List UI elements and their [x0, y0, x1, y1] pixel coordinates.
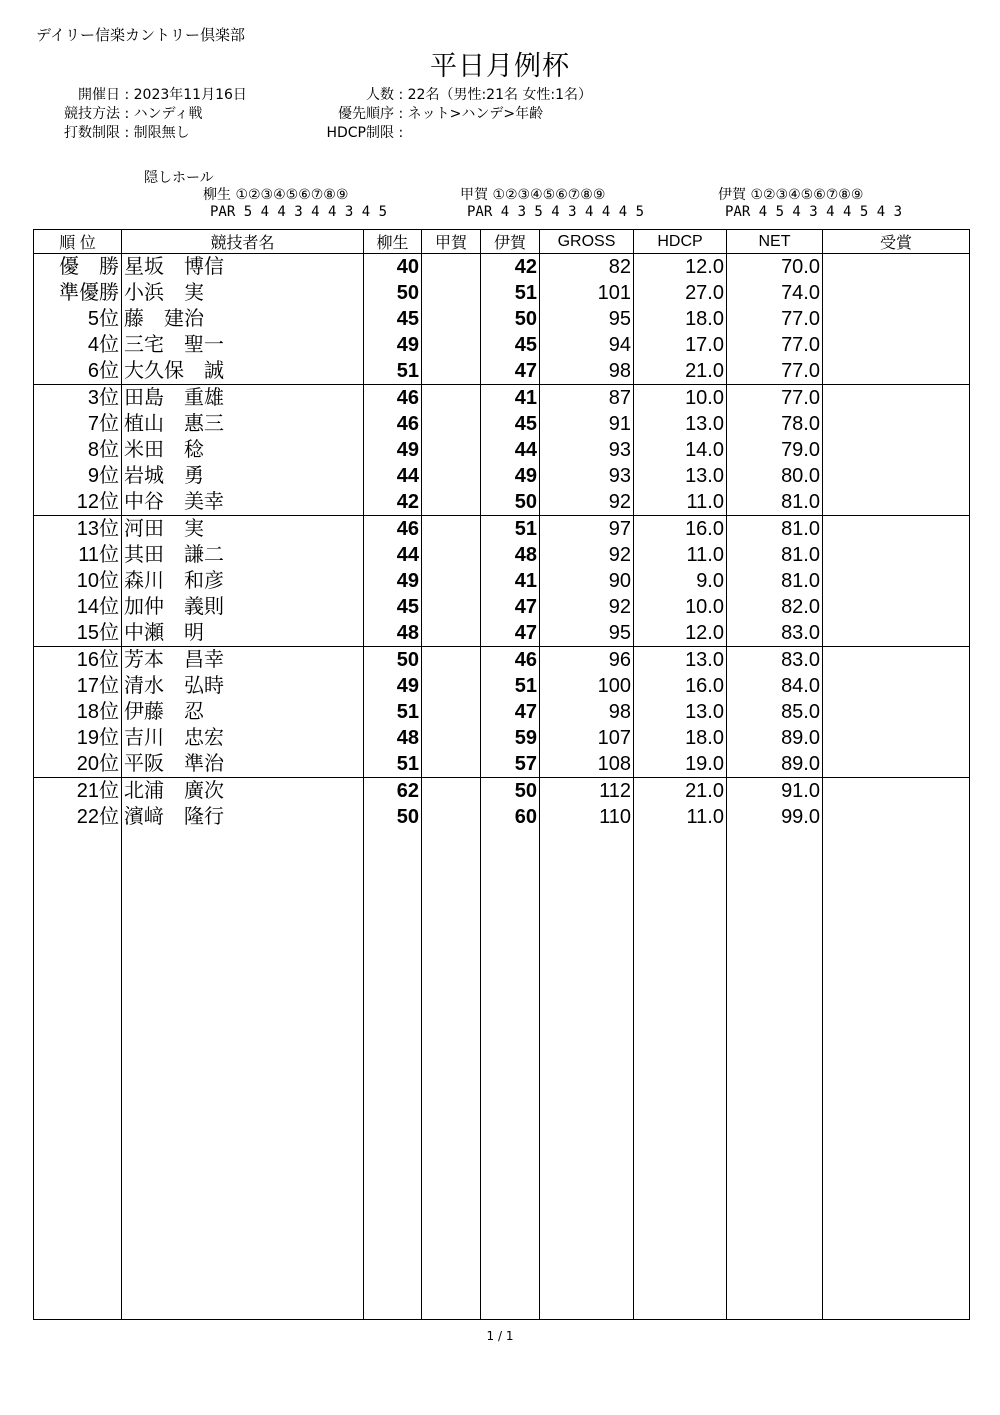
- col-header-gross: GROSS: [540, 230, 634, 254]
- cell-koka: [422, 411, 481, 437]
- cell-net: 80.0: [727, 463, 823, 489]
- cell-award: [823, 254, 970, 281]
- cell-name: 加仲 義則: [122, 594, 364, 620]
- cell-name: 田島 重雄: [122, 385, 364, 412]
- table-filler-row: [34, 830, 970, 1320]
- cell-net: 81.0: [727, 568, 823, 594]
- cell-rank: 3位: [34, 385, 122, 412]
- cell-yagyu: 42: [364, 489, 422, 516]
- cell-gross: 92: [540, 542, 634, 568]
- cell-name: 米田 稔: [122, 437, 364, 463]
- cell-gross: 92: [540, 594, 634, 620]
- table-row: [34, 306, 970, 332]
- cell-award: [823, 542, 970, 568]
- cell-gross: 92: [540, 489, 634, 516]
- cell-award: [823, 568, 970, 594]
- cell-yagyu: 48: [364, 620, 422, 647]
- date-label: 開催日: [78, 87, 120, 103]
- cell-gross: 98: [540, 358, 634, 385]
- cell-gross: 93: [540, 463, 634, 489]
- cell-hdcp: 13.0: [634, 463, 727, 489]
- filler-cell: [364, 830, 422, 1320]
- cell-gross: 93: [540, 437, 634, 463]
- cell-gross: 82: [540, 254, 634, 281]
- col-header-award: 受賞: [823, 230, 970, 254]
- filler-cell: [122, 830, 364, 1320]
- cell-award: [823, 647, 970, 674]
- cell-hdcp: 12.0: [634, 620, 727, 647]
- cell-koka: [422, 620, 481, 647]
- col-header-hdcp: HDCP: [634, 230, 727, 254]
- cell-name: 大久保 誠: [122, 358, 364, 385]
- table-row: [34, 437, 970, 463]
- par-koka: PAR 4 3 5 4 3 4 4 4 5: [467, 204, 645, 220]
- table-row: [34, 778, 970, 805]
- cell-koka: [422, 699, 481, 725]
- cell-gross: 101: [540, 280, 634, 306]
- cell-koka: [422, 306, 481, 332]
- cell-yagyu: 48: [364, 725, 422, 751]
- cell-iga: 60: [481, 804, 540, 830]
- cell-iga: 59: [481, 725, 540, 751]
- cell-yagyu: 46: [364, 411, 422, 437]
- cell-rank: 17位: [34, 673, 122, 699]
- table-row: [34, 594, 970, 620]
- cell-rank: 9位: [34, 463, 122, 489]
- cell-yagyu: 49: [364, 437, 422, 463]
- cell-net: 81.0: [727, 542, 823, 568]
- cell-hdcp: 10.0: [634, 385, 727, 412]
- cell-iga: 45: [481, 411, 540, 437]
- hidden-holes-koka: 甲賀 ①②③④⑤⑥⑦⑧⑨: [460, 187, 606, 203]
- cell-hdcp: 11.0: [634, 542, 727, 568]
- cell-gross: 98: [540, 699, 634, 725]
- cell-koka: [422, 385, 481, 412]
- cell-gross: 95: [540, 306, 634, 332]
- cell-award: [823, 385, 970, 412]
- cell-koka: [422, 594, 481, 620]
- cell-koka: [422, 647, 481, 674]
- cell-koka: [422, 804, 481, 830]
- cell-hdcp: 12.0: [634, 254, 727, 281]
- cell-hdcp: 11.0: [634, 489, 727, 516]
- cell-rank: 15位: [34, 620, 122, 647]
- cell-iga: 47: [481, 699, 540, 725]
- cell-gross: 94: [540, 332, 634, 358]
- cell-name: 星坂 博信: [122, 254, 364, 281]
- hdcp-limit-label: HDCP制限: [326, 125, 394, 141]
- priority-value: ネット>ハンデ>年齢: [407, 106, 544, 122]
- cell-koka: [422, 254, 481, 281]
- cell-koka: [422, 516, 481, 543]
- cell-hdcp: 14.0: [634, 437, 727, 463]
- cell-award: [823, 516, 970, 543]
- cell-iga: 47: [481, 594, 540, 620]
- cell-iga: 45: [481, 332, 540, 358]
- cell-name: 岩城 勇: [122, 463, 364, 489]
- cell-rank: 8位: [34, 437, 122, 463]
- cell-gross: 100: [540, 673, 634, 699]
- cell-gross: 97: [540, 516, 634, 543]
- cell-award: [823, 437, 970, 463]
- cell-hdcp: 10.0: [634, 594, 727, 620]
- cell-award: [823, 411, 970, 437]
- cell-iga: 48: [481, 542, 540, 568]
- cell-rank: 6位: [34, 358, 122, 385]
- cell-koka: [422, 673, 481, 699]
- cell-name: 中谷 美幸: [122, 489, 364, 516]
- table-row: [34, 699, 970, 725]
- cell-iga: 51: [481, 516, 540, 543]
- table-row: [34, 673, 970, 699]
- cell-name: 中瀬 明: [122, 620, 364, 647]
- cell-yagyu: 40: [364, 254, 422, 281]
- cell-net: 83.0: [727, 620, 823, 647]
- method-value: ハンディ戦: [133, 106, 203, 122]
- cell-net: 84.0: [727, 673, 823, 699]
- cell-yagyu: 45: [364, 306, 422, 332]
- cell-net: 77.0: [727, 385, 823, 412]
- cell-name: 小浜 実: [122, 280, 364, 306]
- table-row: [34, 254, 970, 281]
- cell-hdcp: 18.0: [634, 306, 727, 332]
- cell-yagyu: 49: [364, 568, 422, 594]
- cell-rank: 4位: [34, 332, 122, 358]
- table-body: [34, 254, 970, 1320]
- people-label: 人数: [366, 87, 394, 103]
- cell-award: [823, 280, 970, 306]
- cell-iga: 47: [481, 358, 540, 385]
- col-header-koka: 甲賀: [422, 230, 481, 254]
- cell-award: [823, 358, 970, 385]
- cell-rank: 21位: [34, 778, 122, 805]
- cell-hdcp: 21.0: [634, 358, 727, 385]
- cell-award: [823, 463, 970, 489]
- cell-gross: 87: [540, 385, 634, 412]
- cell-yagyu: 62: [364, 778, 422, 805]
- cell-award: [823, 594, 970, 620]
- cell-hdcp: 16.0: [634, 673, 727, 699]
- table-row: [34, 804, 970, 830]
- cell-koka: [422, 725, 481, 751]
- method-label: 競技方法: [64, 106, 120, 122]
- cell-net: 99.0: [727, 804, 823, 830]
- cell-koka: [422, 332, 481, 358]
- table-row: [34, 385, 970, 412]
- table-row: [34, 568, 970, 594]
- cell-net: 83.0: [727, 647, 823, 674]
- people-value: 22名（男性:21名 女性:1名）: [407, 87, 593, 103]
- cell-koka: [422, 489, 481, 516]
- cell-gross: 96: [540, 647, 634, 674]
- cell-gross: 90: [540, 568, 634, 594]
- cell-iga: 41: [481, 568, 540, 594]
- cell-net: 89.0: [727, 751, 823, 778]
- limit-label: 打数制限: [64, 125, 120, 141]
- cell-net: 81.0: [727, 516, 823, 543]
- col-header-rank: 順 位: [34, 230, 122, 254]
- cell-gross: 91: [540, 411, 634, 437]
- cell-iga: 42: [481, 254, 540, 281]
- cell-yagyu: 49: [364, 332, 422, 358]
- filler-cell: [540, 830, 634, 1320]
- cell-hdcp: 18.0: [634, 725, 727, 751]
- cell-gross: 108: [540, 751, 634, 778]
- table-row: [34, 332, 970, 358]
- cell-iga: 57: [481, 751, 540, 778]
- cell-rank: 19位: [34, 725, 122, 751]
- cell-iga: 44: [481, 437, 540, 463]
- club-name: デイリー信楽カントリー倶楽部: [36, 26, 245, 44]
- cell-net: 74.0: [727, 280, 823, 306]
- results-table: [33, 229, 970, 1320]
- cell-rank: 22位: [34, 804, 122, 830]
- table-row: [34, 516, 970, 543]
- cell-award: [823, 620, 970, 647]
- cell-net: 89.0: [727, 725, 823, 751]
- table-header-row: [34, 230, 970, 254]
- cell-hdcp: 19.0: [634, 751, 727, 778]
- cell-award: [823, 306, 970, 332]
- filler-cell: [422, 830, 481, 1320]
- cell-koka: [422, 751, 481, 778]
- par-yagyu: PAR 5 4 4 3 4 4 3 4 5: [210, 204, 388, 220]
- cell-rank: 20位: [34, 751, 122, 778]
- cell-gross: 112: [540, 778, 634, 805]
- cell-gross: 95: [540, 620, 634, 647]
- cell-name: 森川 和彦: [122, 568, 364, 594]
- cell-yagyu: 50: [364, 804, 422, 830]
- par-iga: PAR 4 5 4 3 4 4 5 4 3: [725, 204, 903, 220]
- cell-yagyu: 51: [364, 358, 422, 385]
- cell-koka: [422, 542, 481, 568]
- cell-gross: 107: [540, 725, 634, 751]
- cell-yagyu: 50: [364, 280, 422, 306]
- cell-name: 平阪 準治: [122, 751, 364, 778]
- cell-net: 79.0: [727, 437, 823, 463]
- cell-yagyu: 49: [364, 673, 422, 699]
- cell-name: 吉川 忠宏: [122, 725, 364, 751]
- cell-rank: 12位: [34, 489, 122, 516]
- table-row: [34, 489, 970, 516]
- table-row: [34, 647, 970, 674]
- cell-iga: 46: [481, 647, 540, 674]
- cell-award: [823, 699, 970, 725]
- col-header-name: 競技者名: [122, 230, 364, 254]
- table-row: [34, 620, 970, 647]
- cell-name: 芳本 昌幸: [122, 647, 364, 674]
- cell-yagyu: 44: [364, 463, 422, 489]
- meta-right: 人数 : 22名（男性:21名 女性:1名） 優先順序 : ネット>ハンデ>年齢 HDCP制限 :: [300, 86, 592, 143]
- cell-net: 81.0: [727, 489, 823, 516]
- cell-iga: 49: [481, 463, 540, 489]
- cell-rank: 13位: [34, 516, 122, 543]
- hidden-holes-caption: 隠しホール: [144, 170, 214, 186]
- cell-koka: [422, 778, 481, 805]
- filler-cell: [634, 830, 727, 1320]
- cell-yagyu: 45: [364, 594, 422, 620]
- cell-award: [823, 489, 970, 516]
- cell-iga: 50: [481, 778, 540, 805]
- cell-koka: [422, 280, 481, 306]
- hidden-holes-iga: 伊賀 ①②③④⑤⑥⑦⑧⑨: [718, 187, 864, 203]
- table-row: [34, 725, 970, 751]
- page-title: 平日月例杯: [430, 51, 570, 82]
- meta-left: 開催日 : 2023年11月16日 競技方法 : ハンディ戦 打数制限 : 制限無し: [48, 86, 247, 143]
- date-value: 2023年11月16日: [133, 87, 247, 103]
- cell-rank: 14位: [34, 594, 122, 620]
- cell-award: [823, 778, 970, 805]
- cell-name: 濱﨑 隆行: [122, 804, 364, 830]
- cell-hdcp: 9.0: [634, 568, 727, 594]
- cell-award: [823, 751, 970, 778]
- cell-iga: 51: [481, 280, 540, 306]
- cell-net: 70.0: [727, 254, 823, 281]
- cell-rank: 11位: [34, 542, 122, 568]
- cell-rank: 5位: [34, 306, 122, 332]
- cell-yagyu: 51: [364, 751, 422, 778]
- cell-net: 77.0: [727, 358, 823, 385]
- cell-koka: [422, 358, 481, 385]
- cell-hdcp: 13.0: [634, 411, 727, 437]
- table-row: [34, 463, 970, 489]
- cell-koka: [422, 568, 481, 594]
- cell-name: 河田 実: [122, 516, 364, 543]
- cell-rank: 10位: [34, 568, 122, 594]
- cell-net: 77.0: [727, 306, 823, 332]
- cell-hdcp: 17.0: [634, 332, 727, 358]
- cell-hdcp: 21.0: [634, 778, 727, 805]
- cell-name: 三宅 聖一: [122, 332, 364, 358]
- col-header-net: NET: [727, 230, 823, 254]
- cell-gross: 110: [540, 804, 634, 830]
- cell-award: [823, 725, 970, 751]
- cell-rank: 7位: [34, 411, 122, 437]
- priority-label: 優先順序: [338, 106, 394, 122]
- cell-hdcp: 13.0: [634, 647, 727, 674]
- cell-iga: 47: [481, 620, 540, 647]
- cell-name: 其田 謙二: [122, 542, 364, 568]
- cell-iga: 51: [481, 673, 540, 699]
- cell-rank: 16位: [34, 647, 122, 674]
- col-header-yagyu: 柳生: [364, 230, 422, 254]
- cell-hdcp: 27.0: [634, 280, 727, 306]
- cell-hdcp: 11.0: [634, 804, 727, 830]
- table-row: [34, 411, 970, 437]
- cell-name: 植山 惠三: [122, 411, 364, 437]
- cell-iga: 50: [481, 306, 540, 332]
- cell-name: 北浦 廣次: [122, 778, 364, 805]
- cell-rank: 18位: [34, 699, 122, 725]
- cell-iga: 41: [481, 385, 540, 412]
- cell-net: 77.0: [727, 332, 823, 358]
- cell-rank: 準優勝: [34, 280, 122, 306]
- cell-yagyu: 46: [364, 516, 422, 543]
- hidden-holes-yagyu: 柳生 ①②③④⑤⑥⑦⑧⑨: [203, 187, 349, 203]
- cell-award: [823, 332, 970, 358]
- cell-hdcp: 16.0: [634, 516, 727, 543]
- cell-yagyu: 51: [364, 699, 422, 725]
- cell-yagyu: 46: [364, 385, 422, 412]
- limit-value: 制限無し: [133, 125, 190, 141]
- cell-net: 82.0: [727, 594, 823, 620]
- cell-koka: [422, 463, 481, 489]
- filler-cell: [727, 830, 823, 1320]
- cell-hdcp: 13.0: [634, 699, 727, 725]
- cell-net: 91.0: [727, 778, 823, 805]
- page-number: 1 / 1: [486, 1329, 514, 1343]
- cell-yagyu: 44: [364, 542, 422, 568]
- col-header-iga: 伊賀: [481, 230, 540, 254]
- cell-koka: [422, 437, 481, 463]
- cell-name: 伊藤 忍: [122, 699, 364, 725]
- cell-rank: 優 勝: [34, 254, 122, 281]
- filler-cell: [34, 830, 122, 1320]
- filler-cell: [481, 830, 540, 1320]
- cell-name: 清水 弘時: [122, 673, 364, 699]
- filler-cell: [823, 830, 970, 1320]
- table-row: [34, 542, 970, 568]
- table-row: [34, 358, 970, 385]
- cell-name: 藤 建治: [122, 306, 364, 332]
- cell-iga: 50: [481, 489, 540, 516]
- table-row: [34, 280, 970, 306]
- cell-net: 78.0: [727, 411, 823, 437]
- table-row: [34, 751, 970, 778]
- cell-award: [823, 673, 970, 699]
- cell-yagyu: 50: [364, 647, 422, 674]
- cell-award: [823, 804, 970, 830]
- cell-net: 85.0: [727, 699, 823, 725]
